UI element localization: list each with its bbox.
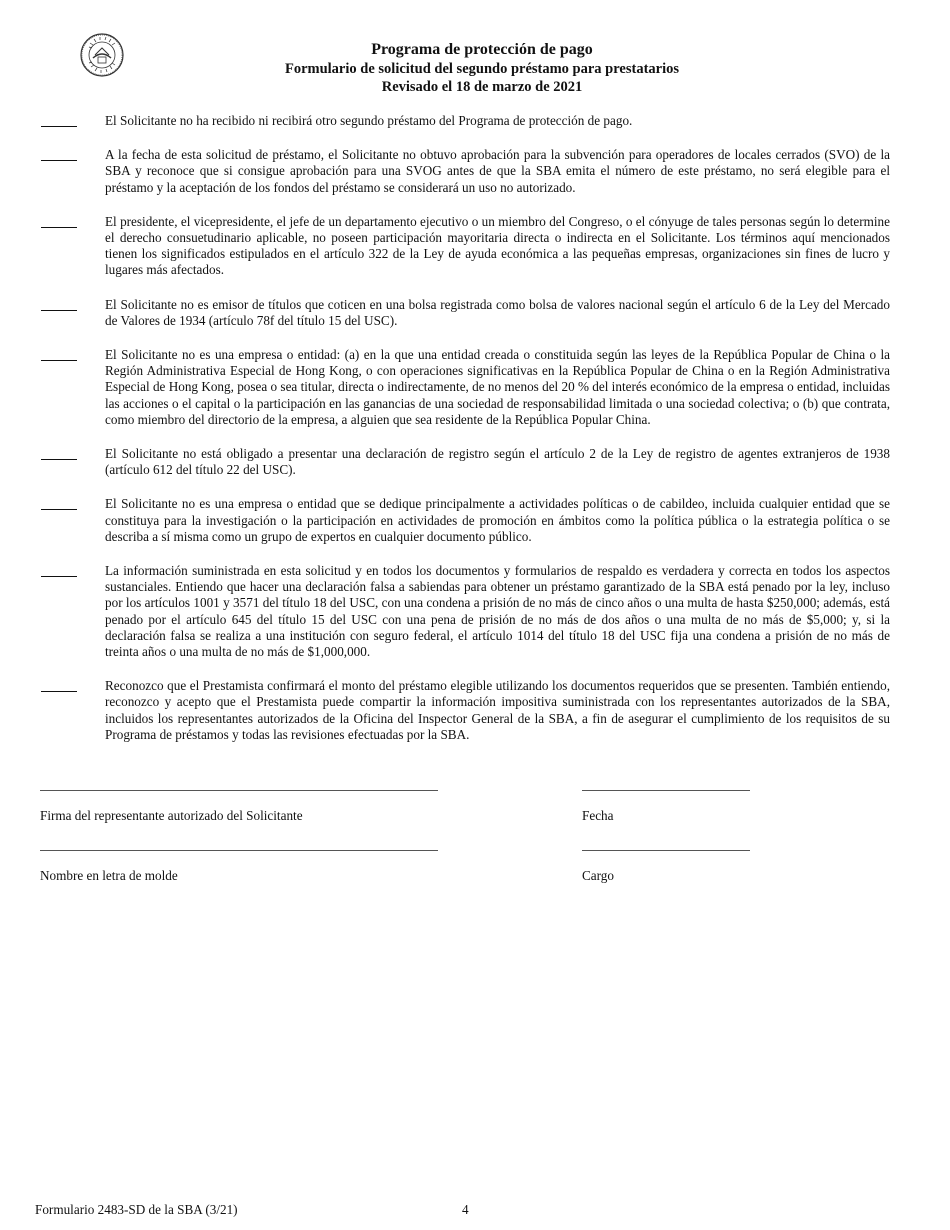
certification-text: El Solicitante no está obligado a presentar una declaración de registro según el artículo 2 de la Ley de registro de agentes extranjeros de 1938 (artículo 612 del título 22 del USC).: [105, 446, 890, 478]
initials-field[interactable]: [41, 310, 77, 311]
certification-text: El presidente, el vicepresidente, el jefe de un departamento ejecutivo o un miembro del Congreso, o el cónyuge de tales personas según lo determine el derecho consuetudinario aplicable, no poseen participación mayoritaria directa o indirecta en el Solicitante. Los términos aquí mencionados tienen los significados estipulados en el artículo 322 de la Ley de ayuda económica a las pequeñas empresas, organizaciones sin fines de lucro y lugares más afectados.: [105, 213, 890, 278]
certification-text: El Solicitante no ha recibido ni recibirá otro segundo préstamo del Programa de protección de pago.: [105, 113, 633, 128]
certification-item: [40, 678, 890, 743]
certification-item: [40, 446, 890, 478]
initials-field[interactable]: [41, 691, 77, 692]
initials-field[interactable]: [41, 227, 77, 228]
page-title: Programa de protección de pago: [371, 41, 593, 58]
certification-list: [40, 113, 890, 761]
certification-text: Reconozco que el Prestamista confirmará el monto del préstamo elegible utilizando los documentos requeridos que se presenten. También entiendo, reconozco y acepto que el Prestamista puede compartir la información impositiva suministrada con los representantes autorizados de la SBA, incluidos los representantes autorizados de la Oficina del Inspector General de la SBA, a fin de asegurar el cumplimiento de los requisitos de su Programa de préstamos y todas las revisiones efectuadas por la SBA.: [105, 678, 890, 742]
printed-name-field[interactable]: [40, 850, 438, 851]
certification-text: El Solicitante no es una empresa o entidad: (a) en la que una entidad creada o constituida según las leyes de la República Popular de China o la Región Administrativa Especial de Hong Kong, o con operaciones significativas en la República Popular de China o en la Región Administrativa Especial de Hong Kong, posea o sea titular, directa o indirectamente, de no menos del 20 % del interés económico de la empresa o entidad, incluidas las acciones o el capital o la participación en las ganancias de una sociedad de responsabilidad limitada o una sociedad colectiva; o (b) que contrata, como miembro del directorio de la empresa, a alguien que sea residente de la República Popular China.: [105, 347, 890, 427]
date-field[interactable]: [582, 790, 750, 791]
date-label: Fecha: [582, 808, 614, 823]
revision-date: Revisado el 18 de marzo de 2021: [381, 79, 583, 95]
signature-field[interactable]: [40, 790, 438, 791]
initials-field[interactable]: [41, 360, 77, 361]
signature-label: Firma del representante autorizado del Solicitante: [40, 808, 303, 823]
certification-item: [40, 214, 890, 279]
title-field[interactable]: [582, 850, 750, 851]
certification-item: [40, 147, 890, 196]
certification-item: [40, 297, 890, 329]
certification-item: [40, 347, 890, 428]
initials-field[interactable]: [41, 509, 77, 510]
initials-field[interactable]: [41, 126, 77, 127]
title-label: Cargo: [582, 868, 614, 883]
certification-text: El Solicitante no es una empresa o entidad que se dedique principalmente a actividades políticas o de cabildeo, incluida cualquier entidad que se constituya para la investigación o la participación en actividades de promoción en ámbitos como la política pública o la estrategia política o se describa a sí misma como un grupo de expertos en cualquier documento público.: [105, 496, 890, 544]
form-subtitle: Formulario de solicitud del segundo préstamo para prestatarios: [284, 61, 680, 77]
form-header: [0, 40, 950, 96]
form-id: Formulario 2483-SD de la SBA (3/21): [35, 1202, 238, 1217]
certification-text: A la fecha de esta solicitud de préstamo, el Solicitante no obtuvo aprobación para la subvención para operadores de locales cerrados (SVO) de la SBA y reconoce que si consigue aprobación para una SVOG antes de que la SBA emita el número de este préstamo, no será elegible para el préstamo y la aceptación de los fondos del préstamo se considerará un uso no autorizado.: [105, 147, 890, 195]
initials-field[interactable]: [41, 459, 77, 460]
certification-text: La información suministrada en esta solicitud y en todos los documentos y formularios de respaldo es verdadera y correcta en todos los aspectos sustanciales. Entiendo que hacer una declaración falsa a sabiendas para obtener un préstamo garantizado de la SBA está penado por la ley, incluso por los artículos 1001 y 3571 del título 18 del USC, con una condena a prisión de no más de cinco años o una multa de hasta $250,000; además, está penado por el artículo 645 del título 15 del USC con una pena de prisión de no más de dos años o una multa de no más de $5,000; y, si la declaración falsa se realiza a una institución con seguro federal, el artículo 1014 del título 18 del USC fija una condena a prisión de no más de treinta años o una multa de no más de $1,000,000.: [105, 563, 890, 660]
certification-item: [40, 563, 890, 660]
certification-item: [40, 496, 890, 545]
initials-field[interactable]: [41, 160, 77, 161]
certification-text: El Solicitante no es emisor de títulos que coticen en una bolsa registrada como bolsa de valores nacional según el artículo 6 de la Ley del Mercado de Valores de 1934 (artículo 78f del título 15 del USC).: [105, 296, 890, 328]
printed-name-label: Nombre en letra de molde: [40, 868, 178, 883]
certification-item: [40, 113, 890, 129]
initials-field[interactable]: [41, 576, 77, 577]
page-number: 4: [462, 1202, 469, 1217]
